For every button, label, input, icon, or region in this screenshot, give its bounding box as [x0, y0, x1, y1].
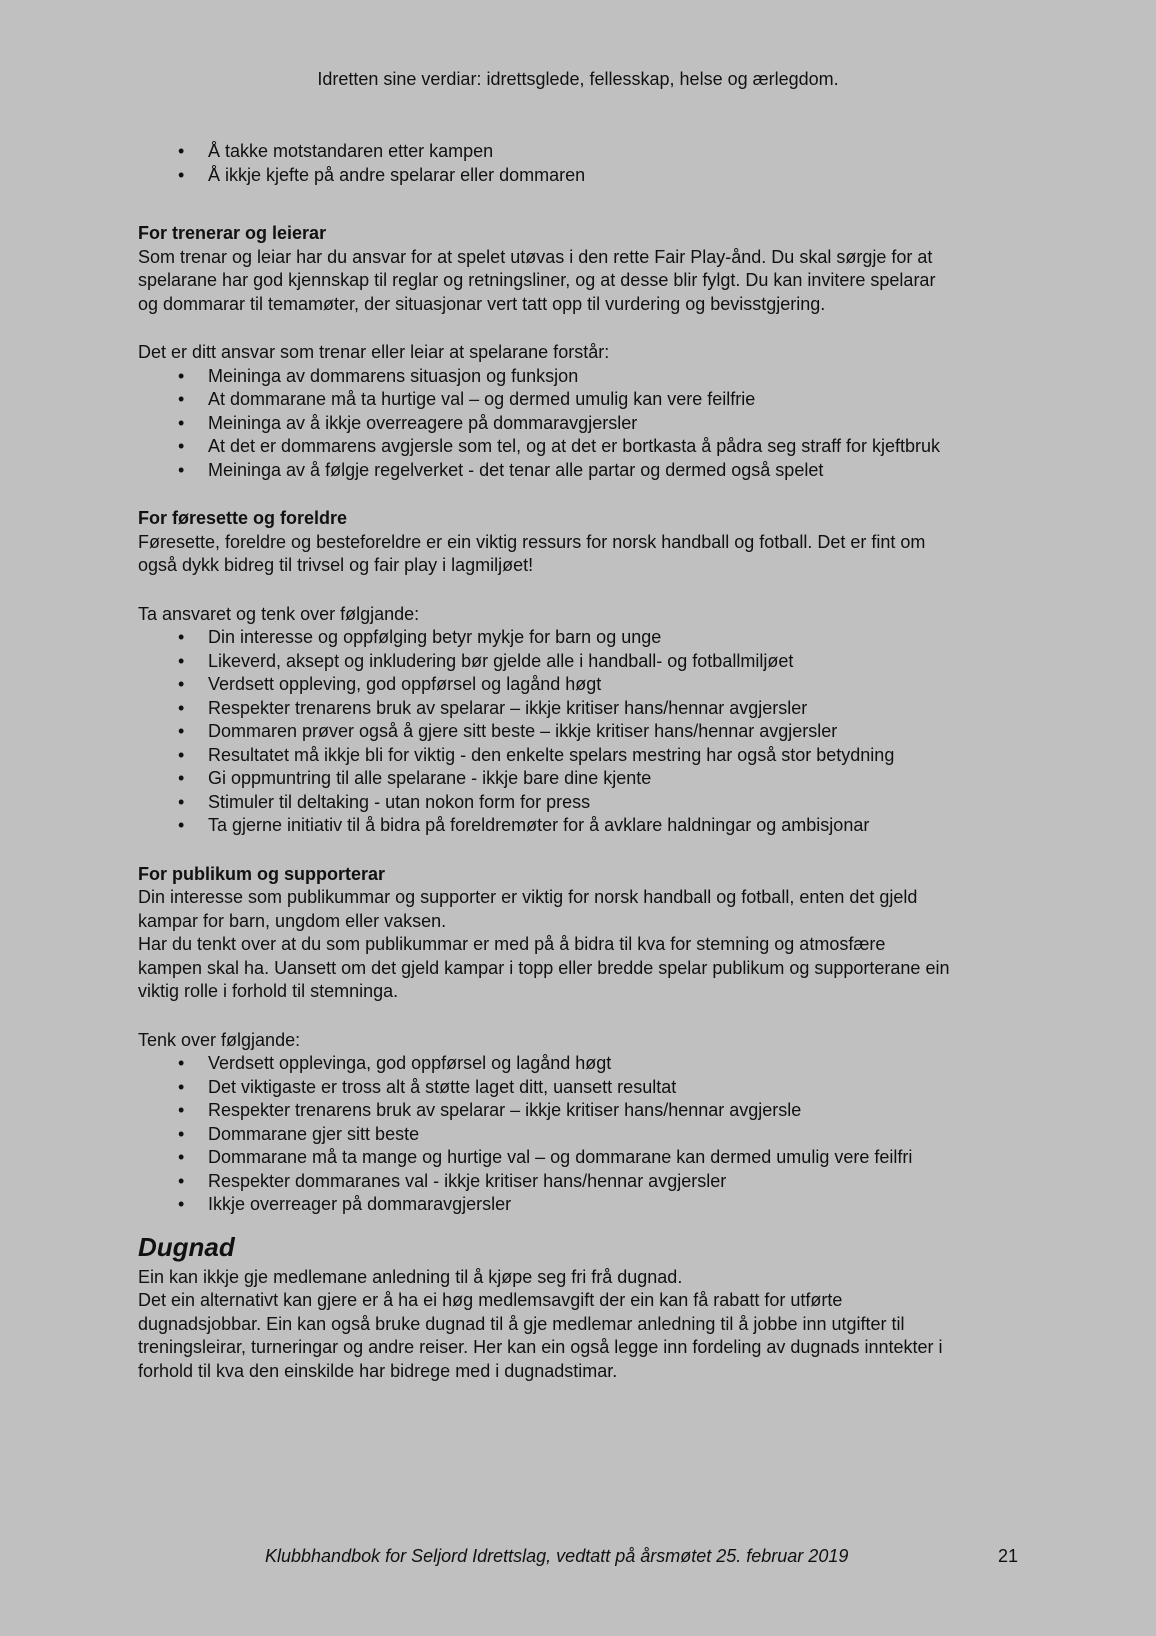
- paragraph-line: også dykk bidreg til trivsel og fair play i lagmiljøet!: [138, 555, 534, 575]
- paragraph-line: kampar for barn, ungdom eller vaksen.: [138, 910, 447, 931]
- section-heading-foresette: For føresette og foreldre: [138, 508, 348, 528]
- section-heading-dugnad: Dugnad: [138, 1231, 235, 1262]
- page-content: [138, 140, 1028, 1383]
- list-item: • Meininga av å følgje regelverket - det tenar alle partar og dermed også spelet: [208, 459, 1028, 483]
- values-line: Idretten sine verdiar: idrettsglede, fellesskap, helse og ærlegdom.: [317, 69, 839, 89]
- paragraph-line: kampen skal ha. Uansett om det gjeld kampar i topp eller bredde spelar publikum og supporterane ein: [138, 957, 950, 978]
- list-item: • Respekter dommaranes val - ikkje kritiser hans/hennar avgjersler: [208, 1170, 1028, 1194]
- bullet-list-publikum: [138, 1052, 1028, 1217]
- list-item: • Det viktigaste er tross alt å støtte laget ditt, uansett resultat: [208, 1076, 1028, 1100]
- list-item: • Likeverd, aksept og inkludering bør gjelde alle i handball- og fotballmiljøet: [208, 650, 1028, 674]
- list-item: • At dommarane må ta hurtige val – og dermed umulig kan vere feilfrie: [208, 388, 1028, 412]
- list-item: • Dommaren prøver også å gjere sitt beste – ikkje kritiser hans/hennar avgjersler: [208, 720, 1028, 744]
- list-item: • Verdsett opplevinga, god oppførsel og lagånd høgt: [208, 1052, 1028, 1076]
- paragraph-line: Som trenar og leiar har du ansvar for at spelet utøvas i den rette Fair Play-ånd. Du skal sørgje for at: [138, 246, 933, 267]
- list-item: • Dommarane må ta mange og hurtige val – og dommarane kan dermed umulig vere feilfri: [208, 1146, 1028, 1170]
- paragraph-line: viktig rolle i forhold til stemninga.: [138, 981, 399, 1001]
- list-item: • Din interesse og oppfølging betyr mykje for barn og unge: [208, 626, 1028, 650]
- footer-text: Klubbhandbok for Seljord Idrettslag, vedtatt på årsmøtet 25. februar 2019: [265, 1546, 849, 1566]
- list-item: • Stimuler til deltaking - utan nokon form for press: [208, 791, 1028, 815]
- list-item: • Å takke motstandaren etter kampen: [208, 140, 1028, 164]
- list-intro: Ta ansvaret og tenk over følgjande:: [138, 603, 420, 624]
- paragraph-line: dugnadsjobbar. Ein kan også bruke dugnad til å gje medlemar anledning til å jobbe inn utgifter til: [138, 1313, 905, 1334]
- list-item: • Dommarane gjer sitt beste: [208, 1123, 1028, 1147]
- paragraph-line: Det ein alternativt kan gjere er å ha ei høg medlemsavgift der ein kan få rabatt for utførte: [138, 1290, 843, 1310]
- list-intro: Tenk over følgjande:: [138, 1029, 301, 1050]
- paragraph-line: Føresette, foreldre og besteforeldre er ein viktig ressurs for norsk handball og fotball. Det er fint om: [138, 531, 926, 552]
- paragraph-line: og dommarar til temamøter, der situasjonar vert tatt opp til vurdering og bevisstgjering.: [138, 293, 826, 314]
- list-item: • Meininga av å ikkje overreagere på dommaravgjersler: [208, 412, 1028, 436]
- paragraph-line: Din interesse som publikummar og supporter er viktig for norsk handball og fotball, enten det gjeld: [138, 887, 918, 907]
- list-item: • Å ikkje kjefte på andre spelarar eller dommaren: [208, 164, 1028, 188]
- paragraph-line: forhold til kva den einskilde har bidrege med i dugnadstimar.: [138, 1360, 618, 1381]
- paragraph-line: treningsleirar, turneringar og andre reiser. Her kan ein også legge inn fordeling av dugnads inntekter i: [138, 1337, 943, 1357]
- list-item: • Ta gjerne initiativ til å bidra på foreldremøter for å avklare haldningar og ambisjonar: [208, 814, 1028, 838]
- list-item: • Verdsett oppleving, god oppførsel og lagånd høgt: [208, 673, 1028, 697]
- list-item: • Meininga av dommarens situasjon og funksjon: [208, 365, 1028, 389]
- list-intro: Det er ditt ansvar som trenar eller leiar at spelarane forstår:: [138, 342, 610, 362]
- section-heading-trenerar: For trenerar og leierar: [138, 223, 327, 243]
- list-item: • At det er dommarens avgjersle som tel, og at det er bortkasta å pådra seg straff for kjeftbruk: [208, 435, 1028, 459]
- section-heading-publikum: For publikum og supporterar: [138, 863, 386, 884]
- bullet-list-players: [138, 140, 1028, 187]
- paragraph-line: Har du tenkt over at du som publikummar er med på å bidra til kva for stemning og atmosfære: [138, 934, 886, 954]
- list-item: • Gi oppmuntring til alle spelarane - ikkje bare dine kjente: [208, 767, 1028, 791]
- list-item: • Respekter trenarens bruk av spelarar – ikkje kritiser hans/hennar avgjersle: [208, 1099, 1028, 1123]
- bullet-list-trenerar: [138, 365, 1028, 483]
- bullet-list-foresette: [138, 626, 1028, 838]
- page-number: 21: [998, 1546, 1019, 1566]
- list-item: • Respekter trenarens bruk av spelarar – ikkje kritiser hans/hennar avgjersler: [208, 697, 1028, 721]
- list-item: • Ikkje overreager på dommaravgjersler: [208, 1193, 1028, 1217]
- paragraph-line: spelarane har god kjennskap til reglar og retningsliner, og at desse blir fylgt. Du kan invitere spelarar: [138, 270, 936, 290]
- paragraph-line: Ein kan ikkje gje medlemane anledning til å kjøpe seg fri frå dugnad.: [138, 1266, 683, 1287]
- list-item: • Resultatet må ikkje bli for viktig - den enkelte spelars mestring har også stor betydning: [208, 744, 1028, 768]
